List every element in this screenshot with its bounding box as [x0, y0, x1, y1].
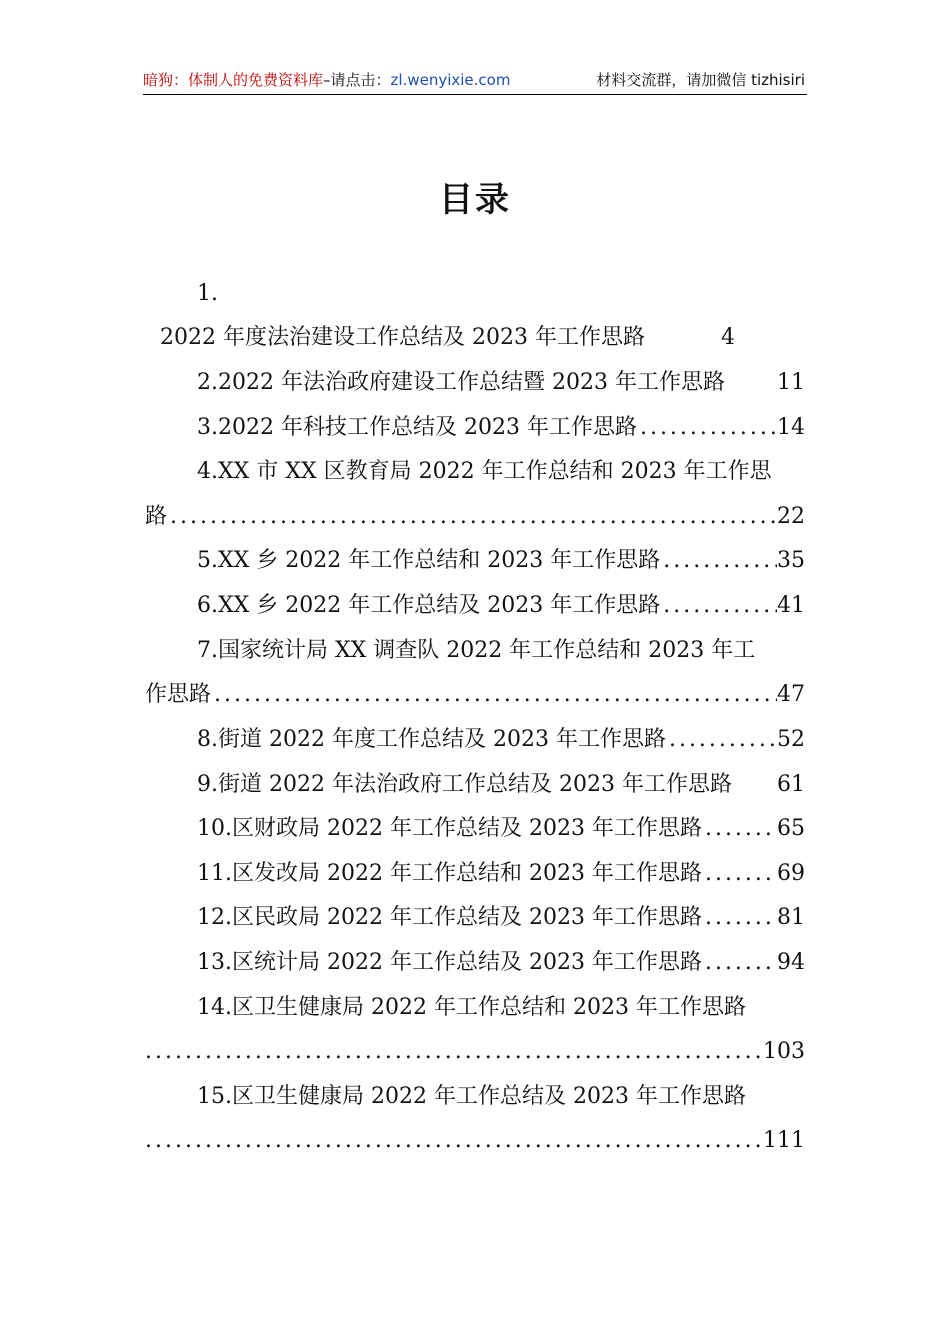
toc-leader — [660, 541, 777, 581]
toc-entry[interactable] — [145, 452, 805, 492]
toc-page: 11 — [777, 370, 805, 395]
toc-page: 52 — [777, 727, 805, 752]
toc-title: 11.区发改局 2022 年工作总结和 2023 年工作思路 — [197, 861, 702, 886]
toc-leader — [702, 854, 777, 894]
toc-title-cont: 路 — [145, 504, 168, 529]
toc-title: 2022 年度法治建设工作总结及 2023 年工作思路 — [160, 325, 645, 350]
toc-entry-number — [145, 274, 805, 314]
toc-page: 81 — [777, 905, 805, 930]
toc-entry[interactable] — [145, 943, 805, 983]
page-header — [143, 66, 807, 95]
header-prompt: –请点击： — [323, 71, 391, 89]
toc-page: 4 — [721, 325, 735, 350]
toc-title: 14.区卫生健康局 2022 年工作总结和 2023 年工作思路 — [197, 995, 746, 1020]
toc-title: 15.区卫生健康局 2022 年工作总结及 2023 年工作思路 — [197, 1084, 746, 1109]
header-contact: 材料交流群，请加微信 tizhisiri — [596, 71, 805, 89]
toc-entry[interactable] — [145, 988, 805, 1028]
toc-entry-continued[interactable] — [145, 1032, 805, 1072]
toc-leader — [145, 1032, 763, 1072]
toc-leader — [167, 497, 777, 537]
toc-page: 14 — [777, 415, 805, 440]
toc-page: 111 — [763, 1128, 805, 1153]
toc-entry-continued[interactable] — [145, 1121, 805, 1161]
toc-page: 69 — [777, 861, 805, 886]
toc-page: 41 — [777, 593, 805, 618]
toc-title: 6.XX 乡 2022 年工作总结及 2023 年工作思路 — [197, 593, 661, 618]
toc-entry[interactable] — [145, 408, 805, 448]
toc-entry[interactable] — [145, 898, 805, 938]
toc-title-cont: 作思路 — [145, 682, 212, 707]
toc-entry[interactable] — [145, 765, 805, 805]
toc-entry-continued[interactable] — [145, 675, 805, 715]
toc-entry[interactable] — [145, 720, 805, 760]
toc-page: 22 — [777, 504, 805, 529]
page-title: 目录 — [439, 180, 511, 220]
toc-title: 5.XX 乡 2022 年工作总结和 2023 年工作思路 — [197, 548, 661, 573]
toc-title: 8.街道 2022 年度工作总结及 2023 年工作思路 — [197, 727, 666, 752]
toc-page: 35 — [777, 548, 805, 573]
toc-leader — [145, 1121, 763, 1161]
toc-entry[interactable] — [145, 586, 805, 626]
toc-page: 94 — [777, 950, 805, 975]
toc-entry[interactable] — [160, 318, 735, 358]
toc-entry[interactable] — [145, 809, 805, 849]
toc-title: 12.区民政局 2022 年工作总结及 2023 年工作思路 — [197, 905, 702, 930]
toc-title: 7.国家统计局 XX 调查队 2022 年工作总结和 2023 年工 — [197, 638, 756, 663]
toc-entry[interactable] — [145, 541, 805, 581]
toc-number: 1. — [197, 281, 218, 306]
toc-page: 47 — [777, 682, 805, 707]
toc-title: 2.2022 年法治政府建设工作总结暨 2023 年工作思路 — [197, 370, 725, 395]
header-link[interactable]: zl.wenyixie.com — [390, 71, 511, 89]
toc-leader — [702, 809, 777, 849]
toc-entry[interactable] — [145, 1077, 805, 1117]
toc-leader — [702, 898, 777, 938]
toc-page: 65 — [777, 816, 805, 841]
toc-entry[interactable] — [145, 631, 805, 671]
toc-leader — [211, 675, 777, 715]
toc-title: 13.区统计局 2022 年工作总结及 2023 年工作思路 — [197, 950, 702, 975]
toc-leader — [666, 720, 777, 760]
toc-page: 61 — [777, 772, 805, 797]
toc-title: 10.区财政局 2022 年工作总结及 2023 年工作思路 — [197, 816, 702, 841]
toc-page: 103 — [763, 1039, 805, 1064]
toc-leader — [660, 586, 777, 626]
toc-entry[interactable] — [145, 854, 805, 894]
toc-leader — [702, 943, 777, 983]
toc-title: 9.街道 2022 年法治政府工作总结及 2023 年工作思路 — [197, 772, 732, 797]
toc-entry[interactable] — [145, 363, 805, 403]
toc-title: 4.XX 市 XX 区教育局 2022 年工作总结和 2023 年工作思 — [197, 459, 772, 484]
toc-entry-continued[interactable] — [145, 497, 805, 537]
header-brand: 暗狗：体制人的免费资料库 — [143, 71, 324, 89]
toc-leader — [637, 408, 777, 448]
toc-title: 3.2022 年科技工作总结及 2023 年工作思路 — [197, 415, 637, 440]
